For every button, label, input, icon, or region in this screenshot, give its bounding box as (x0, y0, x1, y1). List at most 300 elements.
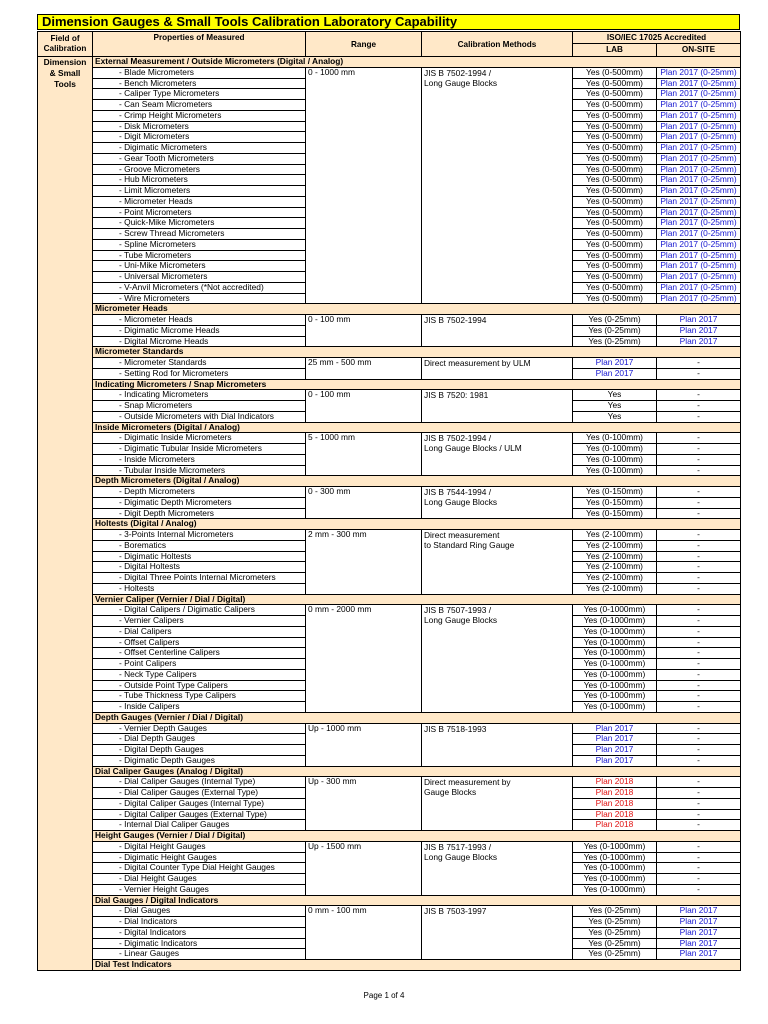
property-name: - Dial Depth Gauges (93, 734, 306, 745)
lab-status: Yes (0-500mm) (573, 110, 657, 121)
onsite-status: Plan 2017 (0-25mm) (657, 239, 741, 250)
onsite-status: - (657, 723, 741, 734)
property-name: - Point Micrometers (93, 207, 306, 218)
lab-status: Yes (0-1000mm) (573, 702, 657, 713)
property-name: - Tubular Inside Micrometers (93, 465, 306, 476)
onsite-status: Plan 2017 (0-25mm) (657, 153, 741, 164)
onsite-status: - (657, 798, 741, 809)
method-line: JIS B 7507-1993 / (424, 605, 492, 616)
onsite-status: - (657, 648, 741, 659)
lab-header: LAB (573, 44, 657, 57)
property-name: - Internal Dial Caliper Gauges (93, 820, 306, 831)
lab-status: Yes (0-1000mm) (573, 626, 657, 637)
onsite-status: - (657, 820, 741, 831)
table-row (38, 433, 741, 444)
onsite-status: - (657, 508, 741, 519)
lab-status: Yes (0-500mm) (573, 143, 657, 154)
lab-status: Yes (0-1000mm) (573, 616, 657, 627)
table-row (38, 777, 741, 788)
method-line: JIS B 7502-1994 (424, 315, 487, 325)
property-name: - Digital Height Gauges (93, 841, 306, 852)
section-title: Depth Gauges (Vernier / Dial / Digital) (93, 712, 741, 723)
lab-status: Plan 2018 (573, 777, 657, 788)
table-row (38, 315, 741, 326)
section-row (38, 831, 741, 842)
methods-cell (422, 433, 573, 476)
methods-cell (422, 487, 573, 519)
table-row (38, 906, 741, 917)
section-row (38, 347, 741, 358)
property-name: - Digimatic Inside Micrometers (93, 433, 306, 444)
table-row (38, 487, 741, 498)
field-header: Field of Calibration (38, 32, 93, 57)
property-name: - Digital Depth Gauges (93, 745, 306, 756)
page-title: Dimension Gauges & Small Tools Calibration Laboratory Capability (37, 14, 740, 30)
lab-status: Yes (0-100mm) (573, 444, 657, 455)
lab-status: Plan 2017 (573, 368, 657, 379)
lab-status: Yes (0-1000mm) (573, 669, 657, 680)
onsite-status: Plan 2017 (657, 938, 741, 949)
lab-status: Yes (0-1000mm) (573, 659, 657, 670)
section-row (38, 895, 741, 906)
onsite-status: - (657, 540, 741, 551)
lab-status: Yes (0-1000mm) (573, 691, 657, 702)
lab-status: Yes (0-500mm) (573, 175, 657, 186)
onsite-status: Plan 2017 (0-25mm) (657, 110, 741, 121)
lab-status: Yes (0-25mm) (573, 325, 657, 336)
onsite-status: Plan 2017 (0-25mm) (657, 218, 741, 229)
section-row (38, 422, 741, 433)
methods-cell (422, 390, 573, 422)
property-name: - Inside Micrometers (93, 454, 306, 465)
property-name: - Dial Height Gauges (93, 874, 306, 885)
lab-status: Plan 2017 (573, 358, 657, 369)
property-name: - Vernier Calipers (93, 616, 306, 627)
onsite-status: Plan 2017 (0-25mm) (657, 250, 741, 261)
property-name: - Linear Gauges (93, 949, 306, 960)
capability-table (37, 31, 741, 971)
onsite-status: - (657, 669, 741, 680)
onsite-header: ON-SITE (657, 44, 741, 57)
onsite-status: - (657, 368, 741, 379)
property-name: - Disk Micrometers (93, 121, 306, 132)
section-title: Depth Micrometers (Digital / Analog) (93, 476, 741, 487)
property-name: - 3-Points Internal Micrometers (93, 530, 306, 541)
method-line: to Standard Ring Gauge (424, 540, 515, 550)
table-row (38, 67, 741, 78)
onsite-status: Plan 2017 (0-25mm) (657, 207, 741, 218)
property-name: - Universal Micrometers (93, 272, 306, 283)
table-row (38, 390, 741, 401)
property-name: - Crimp Height Micrometers (93, 110, 306, 121)
property-name: - Digital Caliper Gauges (External Type) (93, 809, 306, 820)
section-title: Micrometer Standards (93, 347, 741, 358)
section-row (38, 519, 741, 530)
section-row (38, 712, 741, 723)
property-name: - Indicating Micrometers (93, 390, 306, 401)
lab-status: Yes (0-1000mm) (573, 863, 657, 874)
property-name: - Offset Centerline Calipers (93, 648, 306, 659)
onsite-status: Plan 2017 (657, 336, 741, 347)
lab-status: Yes (0-500mm) (573, 272, 657, 283)
lab-status: Yes (0-25mm) (573, 927, 657, 938)
property-name: - Spline Micrometers (93, 239, 306, 250)
property-name: - Hub Micrometers (93, 175, 306, 186)
onsite-status: - (657, 358, 741, 369)
onsite-status: - (657, 745, 741, 756)
properties-header: Properties of Measured (93, 32, 306, 57)
property-name: - Outside Micrometers with Dial Indicators (93, 411, 306, 422)
property-name: - Digimatic Micrometers (93, 143, 306, 154)
table-row (38, 358, 741, 369)
lab-status: Yes (0-1000mm) (573, 680, 657, 691)
methods-cell (422, 315, 573, 347)
range-cell: Up - 1000 mm (306, 723, 422, 766)
onsite-status: - (657, 562, 741, 573)
property-name: - Vernier Depth Gauges (93, 723, 306, 734)
section-row (38, 57, 741, 68)
lab-status: Yes (0-25mm) (573, 938, 657, 949)
methods-cell (422, 777, 573, 831)
lab-status: Yes (573, 401, 657, 412)
range-cell: Up - 300 mm (306, 777, 422, 831)
section-row (38, 304, 741, 315)
onsite-status: - (657, 884, 741, 895)
onsite-status: Plan 2017 (0-25mm) (657, 67, 741, 78)
property-name: - Bench Micrometers (93, 78, 306, 89)
property-name: - Quick-Mike Micrometers (93, 218, 306, 229)
method-line: JIS B 7502-1994 / (424, 433, 492, 444)
lab-status: Yes (0-500mm) (573, 261, 657, 272)
onsite-status: - (657, 487, 741, 498)
onsite-status: - (657, 691, 741, 702)
section-title: Vernier Caliper (Vernier / Dial / Digital) (93, 594, 741, 605)
onsite-status: - (657, 454, 741, 465)
lab-status: Yes (0-150mm) (573, 487, 657, 498)
method-line: Gauge Blocks (424, 787, 477, 798)
property-name: - Digimatic Depth Micrometers (93, 497, 306, 508)
onsite-status: Plan 2017 (0-25mm) (657, 196, 741, 207)
lab-status: Yes (0-25mm) (573, 906, 657, 917)
onsite-status: - (657, 433, 741, 444)
lab-status: Yes (0-1000mm) (573, 852, 657, 863)
property-name: - Wire Micrometers (93, 293, 306, 304)
property-name: - Blade Micrometers (93, 67, 306, 78)
method-line: JIS B 7503-1997 (424, 906, 487, 917)
lab-status: Yes (0-500mm) (573, 186, 657, 197)
table-row (38, 530, 741, 541)
onsite-status: - (657, 497, 741, 508)
lab-status: Yes (0-1000mm) (573, 637, 657, 648)
onsite-status: Plan 2017 (0-25mm) (657, 229, 741, 240)
property-name: - Can Seam Micrometers (93, 100, 306, 111)
method-line: Long Gauge Blocks (424, 77, 498, 88)
section-title: Holtests (Digital / Analog) (93, 519, 741, 530)
property-name: - Digital Microme Heads (93, 336, 306, 347)
table-row (38, 841, 741, 852)
methods-cell (422, 605, 573, 713)
property-name: - Micrometer Heads (93, 315, 306, 326)
lab-status: Plan 2017 (573, 755, 657, 766)
property-name: - Digimatic Holtests (93, 551, 306, 562)
onsite-status: - (657, 605, 741, 616)
onsite-status: Plan 2017 (0-25mm) (657, 175, 741, 186)
onsite-status: - (657, 788, 741, 799)
property-name: - Digimatic Depth Gauges (93, 755, 306, 766)
property-name: - Digimatic Indicators (93, 938, 306, 949)
lab-status: Yes (0-1000mm) (573, 884, 657, 895)
onsite-status: - (657, 616, 741, 627)
lab-status: Plan 2017 (573, 734, 657, 745)
onsite-status: Plan 2017 (0-25mm) (657, 78, 741, 89)
onsite-status: - (657, 755, 741, 766)
section-title: Dial Test Indicators (93, 960, 741, 971)
onsite-status: - (657, 551, 741, 562)
onsite-status: - (657, 659, 741, 670)
method-line: Long Gauge Blocks (424, 497, 498, 507)
property-name: - Dial Gauges (93, 906, 306, 917)
property-name: - Dial Caliper Gauges (Internal Type) (93, 777, 306, 788)
lab-status: Yes (0-500mm) (573, 293, 657, 304)
method-line: JIS B 7520: 1981 (424, 390, 489, 401)
lab-status: Plan 2018 (573, 820, 657, 831)
onsite-status: Plan 2017 (0-25mm) (657, 164, 741, 175)
property-name: - Depth Micrometers (93, 487, 306, 498)
onsite-status: Plan 2017 (657, 906, 741, 917)
property-name: - Snap Micrometers (93, 401, 306, 412)
property-name: - Groove Micrometers (93, 164, 306, 175)
range-cell: Up - 1500 mm (306, 841, 422, 895)
iso-header: ISO/IEC 17025 Accredited (573, 32, 741, 44)
methods-header: Calibration Methods (422, 32, 573, 57)
onsite-status: - (657, 841, 741, 852)
method-line: JIS B 7517-1993 / (424, 841, 492, 852)
lab-status: Plan 2018 (573, 788, 657, 799)
property-name: - Digital Counter Type Dial Height Gauges (93, 863, 306, 874)
methods-cell (422, 67, 573, 304)
property-name: - Offset Calipers (93, 637, 306, 648)
property-name: - Dial Caliper Gauges (External Type) (93, 788, 306, 799)
onsite-status: - (657, 809, 741, 820)
property-name: - Caliper Type Micrometers (93, 89, 306, 100)
range-cell: 2 mm - 300 mm (306, 530, 422, 595)
onsite-status: Plan 2017 (0-25mm) (657, 143, 741, 154)
property-name: - Digimatic Microme Heads (93, 325, 306, 336)
lab-status: Yes (2-100mm) (573, 530, 657, 541)
onsite-status: - (657, 573, 741, 584)
lab-status: Plan 2018 (573, 798, 657, 809)
onsite-status: Plan 2017 (657, 927, 741, 938)
onsite-status: Plan 2017 (0-25mm) (657, 100, 741, 111)
lab-status: Yes (0-1000mm) (573, 874, 657, 885)
property-name: - Digital Three Points Internal Micrometers (93, 573, 306, 584)
property-name: - Dial Calipers (93, 626, 306, 637)
property-name: - Vernier Height Gauges (93, 884, 306, 895)
method-line: Direct measurement (424, 530, 500, 540)
property-name: - Digimatic Tubular Inside Micrometers (93, 444, 306, 455)
lab-status: Yes (0-500mm) (573, 121, 657, 132)
property-name: - Limit Micrometers (93, 186, 306, 197)
onsite-status: - (657, 390, 741, 401)
range-cell: 5 - 1000 mm (306, 433, 422, 476)
range-cell: 0 - 100 mm (306, 390, 422, 422)
lab-status: Plan 2017 (573, 723, 657, 734)
method-line: Long Gauge Blocks / ULM (424, 443, 522, 454)
lab-status: Yes (0-500mm) (573, 250, 657, 261)
property-name: - Screw Thread Micrometers (93, 229, 306, 240)
page-footer: Page 1 of 4 (363, 991, 405, 1000)
onsite-status: Plan 2017 (0-25mm) (657, 89, 741, 100)
section-title: Height Gauges (Vernier / Dial / Digital) (93, 831, 741, 842)
lab-status: Yes (0-500mm) (573, 239, 657, 250)
range-cell: 0 - 100 mm (306, 315, 422, 347)
range-cell: 0 - 1000 mm (306, 67, 422, 304)
property-name: - Micrometer Heads (93, 196, 306, 207)
section-row (38, 960, 741, 971)
property-name: - Digital Indicators (93, 927, 306, 938)
methods-cell (422, 841, 573, 895)
method-line: Long Gauge Blocks (424, 615, 498, 626)
range-header: Range (306, 32, 422, 57)
property-name: - Micrometer Standards (93, 358, 306, 369)
method-line: Direct measurement by ULM (424, 358, 531, 368)
section-row (38, 594, 741, 605)
section-row (38, 766, 741, 777)
section-row (38, 476, 741, 487)
lab-status: Yes (0-100mm) (573, 465, 657, 476)
lab-status: Yes (2-100mm) (573, 562, 657, 573)
lab-status: Yes (0-500mm) (573, 207, 657, 218)
lab-status: Yes (2-100mm) (573, 573, 657, 584)
method-line: JIS B 7544-1994 / (424, 487, 492, 497)
property-name: - Gear Tooth Micrometers (93, 153, 306, 164)
lab-status: Yes (573, 411, 657, 422)
lab-status: Yes (0-500mm) (573, 100, 657, 111)
onsite-status: - (657, 583, 741, 594)
property-name: - Digital Caliper Gauges (Internal Type) (93, 798, 306, 809)
onsite-status: - (657, 411, 741, 422)
property-name: - Holtests (93, 583, 306, 594)
property-name: - Point Calipers (93, 659, 306, 670)
lab-status: Yes (0-500mm) (573, 164, 657, 175)
section-title: External Measurement / Outside Micrometers (Digital / Analog) (93, 57, 741, 68)
property-name: - Digital Calipers / Digimatic Calipers (93, 605, 306, 616)
onsite-status: - (657, 874, 741, 885)
property-name: - Digital Holtests (93, 562, 306, 573)
methods-cell (422, 906, 573, 960)
onsite-status: - (657, 401, 741, 412)
field-name: Dimension & Small Tools (38, 57, 93, 971)
property-name: - Digit Micrometers (93, 132, 306, 143)
property-name: - Neck Type Calipers (93, 669, 306, 680)
table-body (38, 57, 741, 971)
lab-status: Yes (0-1000mm) (573, 605, 657, 616)
lab-status: Yes (0-150mm) (573, 497, 657, 508)
lab-status: Yes (573, 390, 657, 401)
lab-status: Yes (0-25mm) (573, 315, 657, 326)
method-line: Long Gauge Blocks (424, 851, 498, 862)
range-cell: 25 mm - 500 mm (306, 358, 422, 380)
method-line: Direct measurement by (424, 777, 511, 788)
onsite-status: Plan 2017 (657, 315, 741, 326)
onsite-status: Plan 2017 (657, 917, 741, 928)
property-name: - Digimatic Height Gauges (93, 852, 306, 863)
property-name: - Uni-Mike Micrometers (93, 261, 306, 272)
method-line: JIS B 7518-1993 (424, 723, 487, 734)
lab-status: Yes (0-500mm) (573, 196, 657, 207)
lab-status: Yes (0-500mm) (573, 89, 657, 100)
property-name: - Setting Rod for Micrometers (93, 368, 306, 379)
method-line: JIS B 7502-1994 / (424, 67, 492, 78)
section-title: Micrometer Heads (93, 304, 741, 315)
onsite-status: - (657, 465, 741, 476)
lab-status: Yes (0-500mm) (573, 67, 657, 78)
property-name: - Dial Indicators (93, 917, 306, 928)
lab-status: Yes (0-150mm) (573, 508, 657, 519)
range-cell: 0 mm - 2000 mm (306, 605, 422, 713)
onsite-status: - (657, 777, 741, 788)
lab-status: Yes (0-500mm) (573, 78, 657, 89)
table-row (38, 605, 741, 616)
onsite-status: Plan 2017 (657, 949, 741, 960)
property-name: - Tube Thickness Type Calipers (93, 691, 306, 702)
property-name: - Tube Micrometers (93, 250, 306, 261)
lab-status: Yes (0-25mm) (573, 949, 657, 960)
lab-status: Yes (0-1000mm) (573, 841, 657, 852)
onsite-status: - (657, 863, 741, 874)
section-title: Indicating Micrometers / Snap Micrometers (93, 379, 741, 390)
section-title: Dial Gauges / Digital Indicators (93, 895, 741, 906)
onsite-status: Plan 2017 (657, 325, 741, 336)
lab-status: Yes (0-25mm) (573, 336, 657, 347)
table-row (38, 723, 741, 734)
onsite-status: - (657, 702, 741, 713)
onsite-status: - (657, 680, 741, 691)
onsite-status: Plan 2017 (0-25mm) (657, 282, 741, 293)
lab-status: Yes (0-100mm) (573, 454, 657, 465)
property-name: - V-Anvil Micrometers (*Not accredited) (93, 282, 306, 293)
onsite-status: - (657, 444, 741, 455)
onsite-status: - (657, 530, 741, 541)
section-title: Dial Caliper Gauges (Analog / Digital) (93, 766, 741, 777)
lab-status: Yes (2-100mm) (573, 583, 657, 594)
methods-cell (422, 358, 573, 380)
onsite-status: Plan 2017 (0-25mm) (657, 293, 741, 304)
lab-status: Yes (0-100mm) (573, 433, 657, 444)
range-cell: 0 - 300 mm (306, 487, 422, 519)
onsite-status: - (657, 637, 741, 648)
onsite-status: - (657, 852, 741, 863)
lab-status: Yes (2-100mm) (573, 540, 657, 551)
lab-status: Yes (0-500mm) (573, 132, 657, 143)
onsite-status: Plan 2017 (0-25mm) (657, 121, 741, 132)
section-title: Inside Micrometers (Digital / Analog) (93, 422, 741, 433)
onsite-status: - (657, 626, 741, 637)
lab-status: Yes (0-500mm) (573, 229, 657, 240)
section-row (38, 379, 741, 390)
lab-status: Yes (0-1000mm) (573, 648, 657, 659)
onsite-status: - (657, 734, 741, 745)
lab-status: Plan 2018 (573, 809, 657, 820)
lab-status: Yes (2-100mm) (573, 551, 657, 562)
lab-status: Yes (0-500mm) (573, 218, 657, 229)
lab-status: Yes (0-25mm) (573, 917, 657, 928)
property-name: - Inside Calipers (93, 702, 306, 713)
onsite-status: Plan 2017 (0-25mm) (657, 272, 741, 283)
lab-status: Yes (0-500mm) (573, 282, 657, 293)
property-name: - Digit Depth Micrometers (93, 508, 306, 519)
methods-cell (422, 723, 573, 766)
